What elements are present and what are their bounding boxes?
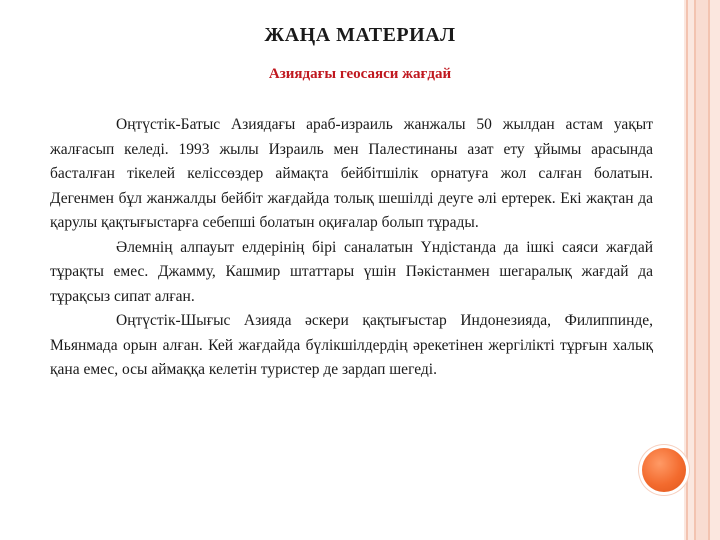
paragraph: Әлемнің алпауыт елдерінің бірі саналатын Үндістанда да ішкі саяси жағдай тұрақты емес. Джамму, Кашмир штаттары үшін Пәкістанмен шегаралық жағдай да тұрақсыз сипат алған. [50,238,653,305]
slide-subtitle: Азиядағы геосаяси жағдай [268,66,452,82]
slide-body [50,113,653,383]
paragraph: Оңтүстік-Батыс Азиядағы араб-израиль жанжалы 50 жылдан астам уақыт жалғасып келеді. 1993 жылы Израиль мен Палестинаны азат ету ұйымы арасында басталған тікелей келіссөздер аймақта бейбітшілік орнатуға жол салған болатын. Дегенмен бұл жанжалды бейбіт жағдайда толық шешілді деуге әлі ертерек. Екі жақтан да қарулы қақтығыстарға себепші болатын оқиғалар болып тұрады. [50,116,653,231]
paragraph: Оңтүстік-Шығыс Азияда әскери қақтығыстар Индонезияда, Филиппинде, Мьянмада орын алған. Кей жағдайда бүлікшілдердің әрекетінен жергілікті тұрғын халық қана емес, осы аймаққа келетін туристер де зардап шегеді. [50,312,653,378]
slide-title: ЖАҢА МАТЕРИАЛ [264,24,456,46]
orange-circle-decoration [642,448,686,492]
